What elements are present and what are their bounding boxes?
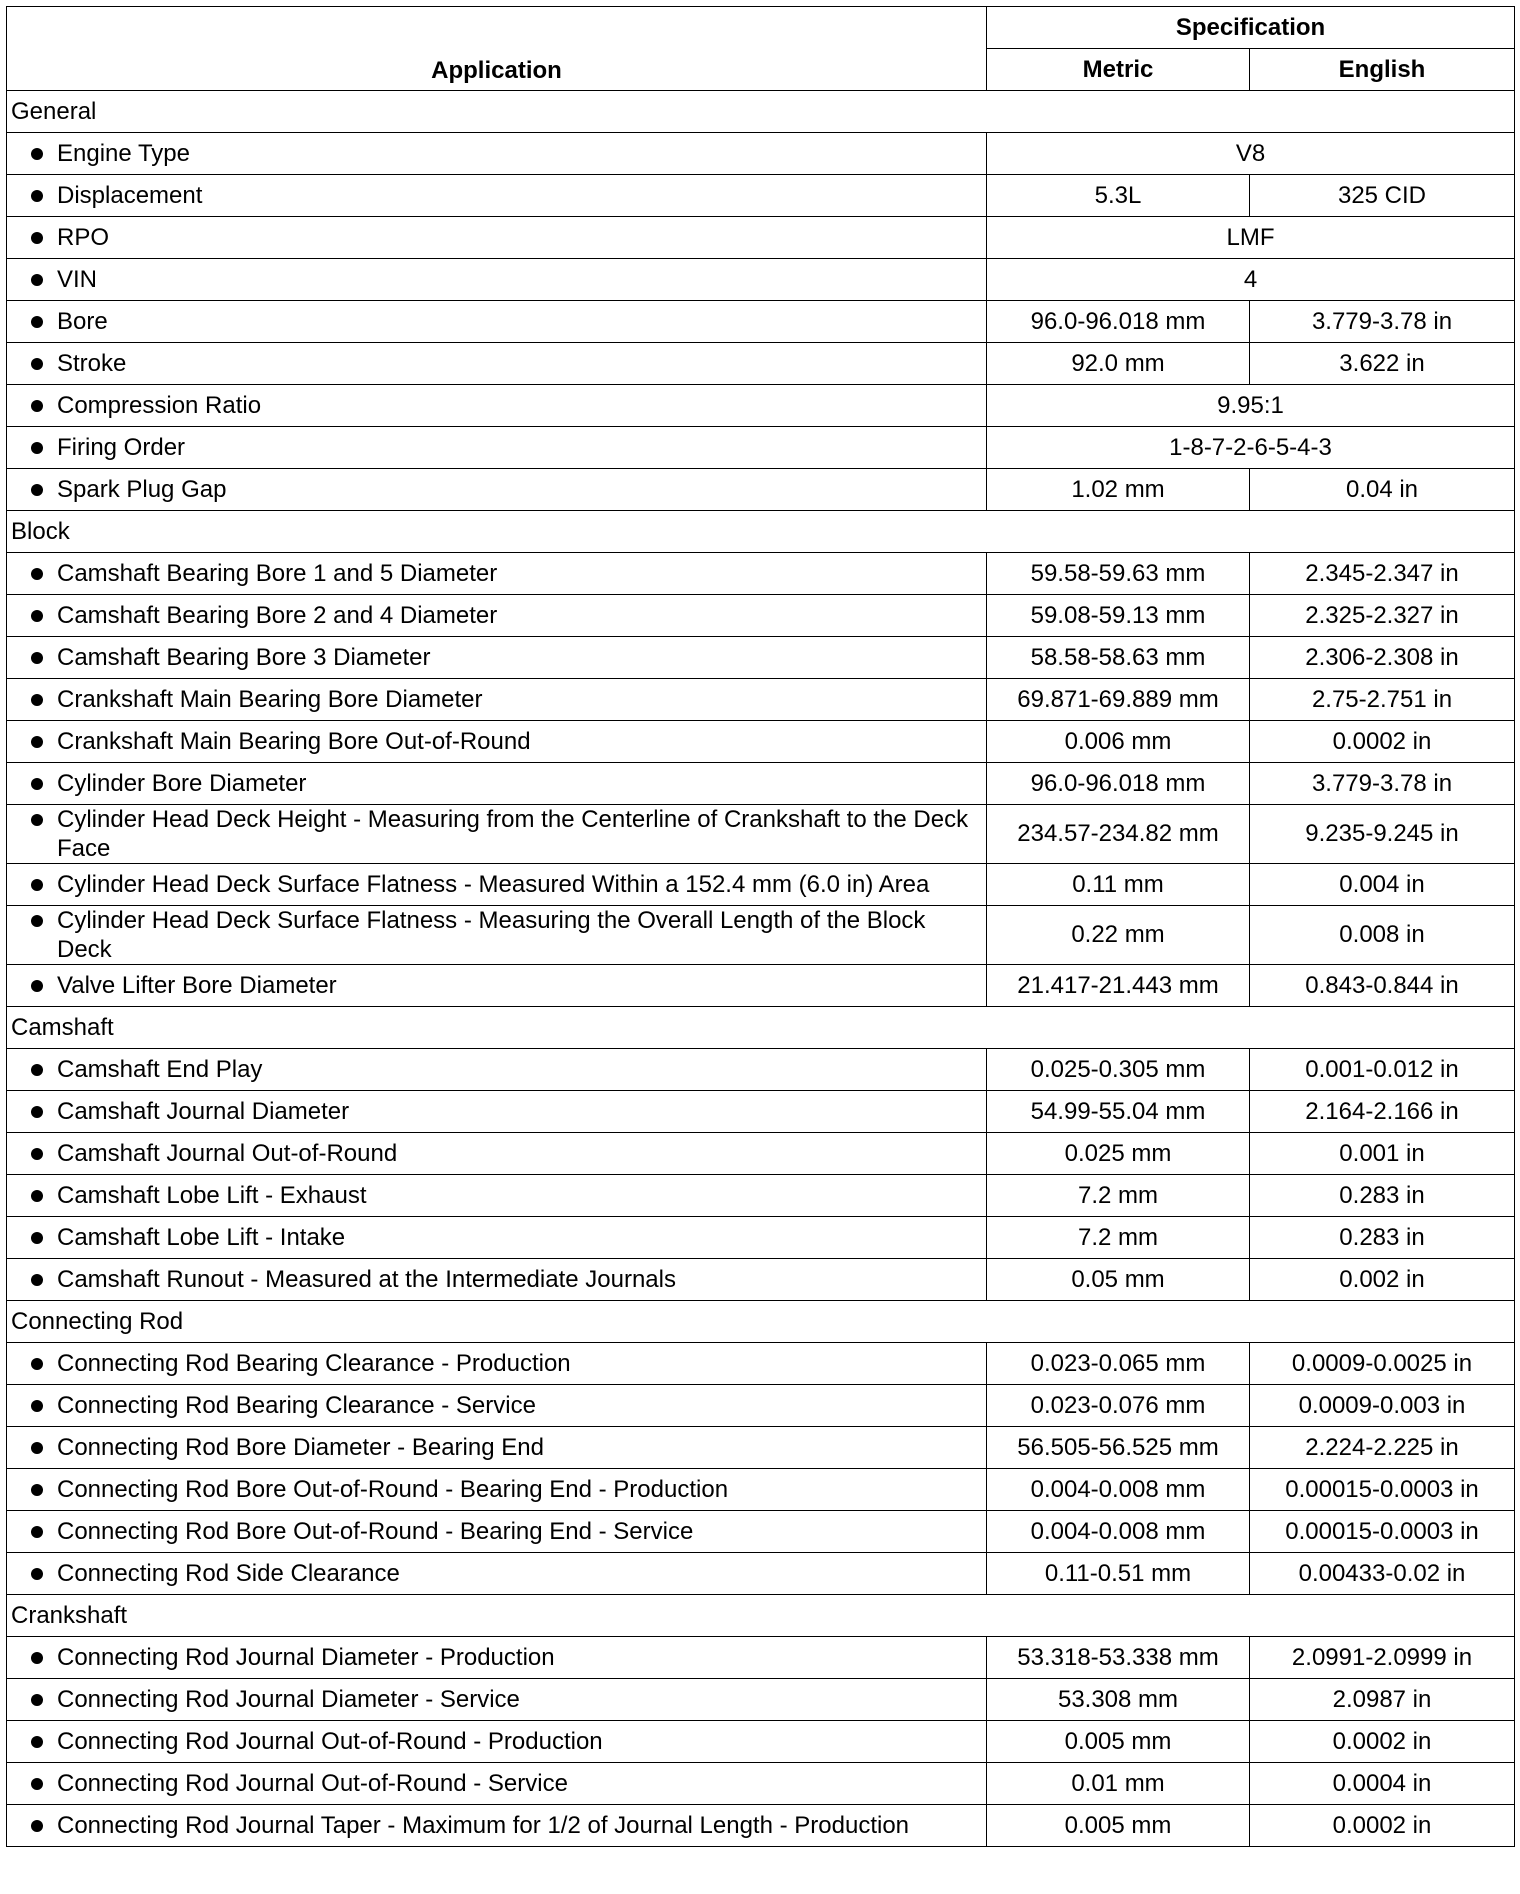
application-cell	[7, 595, 987, 637]
metric-cell: 59.08-59.13 mm	[987, 595, 1250, 637]
specification-column-header: Specification	[987, 7, 1515, 49]
metric-cell: 5.3L	[987, 175, 1250, 217]
application-cell	[7, 553, 987, 595]
section-row	[7, 511, 1515, 553]
bullet-icon	[31, 1064, 43, 1076]
metric-cell: 0.22 mm	[987, 906, 1250, 965]
english-cell: 0.04 in	[1250, 469, 1515, 511]
english-cell: 3.622 in	[1250, 343, 1515, 385]
section-row	[7, 91, 1515, 133]
application-text: Cylinder Bore Diameter	[57, 769, 307, 797]
metric-cell: 0.004-0.008 mm	[987, 1511, 1250, 1553]
metric-cell: 0.025-0.305 mm	[987, 1049, 1250, 1091]
english-cell: 0.843-0.844 in	[1250, 965, 1515, 1007]
table-row	[7, 175, 1515, 217]
application-text: Cylinder Head Deck Height - Measuring from the Centerline of Crankshaft to the Deck Face	[57, 806, 969, 862]
table-row	[7, 133, 1515, 175]
table-row	[7, 343, 1515, 385]
bullet-icon	[31, 1484, 43, 1496]
application-cell	[7, 1469, 987, 1511]
application-cell	[7, 1133, 987, 1175]
table-row	[7, 217, 1515, 259]
application-text: Connecting Rod Journal Diameter - Service	[57, 1685, 520, 1713]
metric-cell: 92.0 mm	[987, 343, 1250, 385]
english-cell: 0.283 in	[1250, 1217, 1515, 1259]
metric-cell: 54.99-55.04 mm	[987, 1091, 1250, 1133]
bullet-icon	[31, 1652, 43, 1664]
bullet-icon	[31, 915, 43, 927]
table-row	[7, 1511, 1515, 1553]
metric-cell: 1.02 mm	[987, 469, 1250, 511]
table-row	[7, 1217, 1515, 1259]
combined-spec-cell: 9.95:1	[987, 385, 1515, 427]
bullet-icon	[31, 442, 43, 454]
application-text: Connecting Rod Bearing Clearance - Service	[57, 1391, 536, 1419]
application-cell	[7, 805, 987, 864]
application-cell	[7, 427, 987, 469]
english-cell: 0.0002 in	[1250, 1721, 1515, 1763]
english-cell: 0.0002 in	[1250, 1805, 1515, 1847]
english-cell: 0.283 in	[1250, 1175, 1515, 1217]
bullet-icon	[31, 1568, 43, 1580]
table-row	[7, 259, 1515, 301]
application-cell	[7, 1805, 987, 1847]
metric-cell: 0.023-0.065 mm	[987, 1343, 1250, 1385]
bullet-icon	[31, 814, 43, 826]
application-cell	[7, 217, 987, 259]
application-text: Camshaft Bearing Bore 1 and 5 Diameter	[57, 559, 498, 587]
english-cell: 0.0009-0.0025 in	[1250, 1343, 1515, 1385]
combined-spec-cell: 1-8-7-2-6-5-4-3	[987, 427, 1515, 469]
section-title: General	[7, 91, 1515, 133]
bullet-icon	[31, 736, 43, 748]
english-column-header: English	[1250, 49, 1515, 91]
bullet-icon	[31, 1232, 43, 1244]
application-text: Camshaft Lobe Lift - Exhaust	[57, 1181, 367, 1209]
bullet-icon	[31, 148, 43, 160]
application-text: Connecting Rod Journal Out-of-Round - Service	[57, 1769, 568, 1797]
table-row	[7, 1427, 1515, 1469]
section-row	[7, 1301, 1515, 1343]
english-cell: 0.002 in	[1250, 1259, 1515, 1301]
bullet-icon	[31, 358, 43, 370]
table-row	[7, 1259, 1515, 1301]
english-cell: 325 CID	[1250, 175, 1515, 217]
table-row	[7, 385, 1515, 427]
english-cell: 3.779-3.78 in	[1250, 301, 1515, 343]
application-text: Camshaft Runout - Measured at the Intermediate Journals	[57, 1265, 676, 1293]
application-cell	[7, 864, 987, 906]
application-cell	[7, 1175, 987, 1217]
english-cell: 0.001 in	[1250, 1133, 1515, 1175]
table-row	[7, 1385, 1515, 1427]
table-row	[7, 1721, 1515, 1763]
table-row	[7, 1343, 1515, 1385]
metric-cell: 0.005 mm	[987, 1721, 1250, 1763]
application-cell	[7, 906, 987, 965]
application-text: Connecting Rod Bore Out-of-Round - Bearing End - Service	[57, 1517, 694, 1545]
english-cell: 2.0991-2.0999 in	[1250, 1637, 1515, 1679]
application-cell	[7, 763, 987, 805]
application-cell	[7, 301, 987, 343]
section-title: Block	[7, 511, 1515, 553]
table-row	[7, 1637, 1515, 1679]
application-cell	[7, 1259, 987, 1301]
application-text: Stroke	[57, 349, 127, 377]
english-cell: 2.345-2.347 in	[1250, 553, 1515, 595]
table-row	[7, 864, 1515, 906]
metric-cell: 0.05 mm	[987, 1259, 1250, 1301]
application-cell	[7, 385, 987, 427]
combined-spec-cell: V8	[987, 133, 1515, 175]
english-cell: 9.235-9.245 in	[1250, 805, 1515, 864]
english-cell: 0.001-0.012 in	[1250, 1049, 1515, 1091]
english-cell: 0.004 in	[1250, 864, 1515, 906]
metric-cell: 7.2 mm	[987, 1217, 1250, 1259]
english-cell: 2.306-2.308 in	[1250, 637, 1515, 679]
table-row	[7, 427, 1515, 469]
section-title: Connecting Rod	[7, 1301, 1515, 1343]
english-cell: 0.00015-0.0003 in	[1250, 1469, 1515, 1511]
table-row	[7, 1469, 1515, 1511]
table-row	[7, 679, 1515, 721]
application-text: Connecting Rod Side Clearance	[57, 1559, 400, 1587]
application-text: Camshaft End Play	[57, 1055, 263, 1083]
metric-cell: 58.58-58.63 mm	[987, 637, 1250, 679]
application-text: Connecting Rod Bearing Clearance - Production	[57, 1349, 571, 1377]
application-cell	[7, 1511, 987, 1553]
bullet-icon	[31, 652, 43, 664]
application-text: Crankshaft Main Bearing Bore Diameter	[57, 685, 483, 713]
metric-cell: 96.0-96.018 mm	[987, 763, 1250, 805]
application-text: Bore	[57, 307, 108, 335]
table-row	[7, 1091, 1515, 1133]
bullet-icon	[31, 879, 43, 891]
application-cell	[7, 469, 987, 511]
application-text: VIN	[57, 265, 98, 293]
metric-column-header: Metric	[987, 49, 1250, 91]
application-cell	[7, 679, 987, 721]
table-row	[7, 1553, 1515, 1595]
metric-cell: 0.11-0.51 mm	[987, 1553, 1250, 1595]
english-cell: 0.00433-0.02 in	[1250, 1553, 1515, 1595]
application-cell	[7, 965, 987, 1007]
application-text: Connecting Rod Journal Taper - Maximum for 1/2 of Journal Length - Production	[57, 1811, 910, 1839]
table-row	[7, 1805, 1515, 1847]
table-header	[7, 7, 1515, 91]
application-text: Valve Lifter Bore Diameter	[57, 971, 337, 999]
metric-cell: 0.01 mm	[987, 1763, 1250, 1805]
bullet-icon	[31, 1358, 43, 1370]
metric-cell: 59.58-59.63 mm	[987, 553, 1250, 595]
application-cell	[7, 1763, 987, 1805]
metric-cell: 53.318-53.338 mm	[987, 1637, 1250, 1679]
table-row	[7, 1133, 1515, 1175]
metric-cell: 0.025 mm	[987, 1133, 1250, 1175]
table-row	[7, 1763, 1515, 1805]
application-text: Connecting Rod Bore Diameter - Bearing End	[57, 1433, 544, 1461]
english-cell: 2.325-2.327 in	[1250, 595, 1515, 637]
bullet-icon	[31, 778, 43, 790]
application-text: RPO	[57, 223, 110, 251]
application-text: Cylinder Head Deck Surface Flatness - Measured Within a 152.4 mm (6.0 in) Area	[57, 870, 930, 898]
section-title: Crankshaft	[7, 1595, 1515, 1637]
metric-cell: 53.308 mm	[987, 1679, 1250, 1721]
bullet-icon	[31, 1274, 43, 1286]
application-cell	[7, 175, 987, 217]
metric-cell: 69.871-69.889 mm	[987, 679, 1250, 721]
table-row	[7, 595, 1515, 637]
english-cell: 2.164-2.166 in	[1250, 1091, 1515, 1133]
metric-cell: 0.023-0.076 mm	[987, 1385, 1250, 1427]
bullet-icon	[31, 316, 43, 328]
metric-cell: 0.11 mm	[987, 864, 1250, 906]
table-row	[7, 301, 1515, 343]
english-cell: 0.00015-0.0003 in	[1250, 1511, 1515, 1553]
bullet-icon	[31, 1148, 43, 1160]
application-cell	[7, 721, 987, 763]
english-cell: 2.75-2.751 in	[1250, 679, 1515, 721]
table-row	[7, 763, 1515, 805]
application-text: Connecting Rod Journal Out-of-Round - Production	[57, 1727, 603, 1755]
bullet-icon	[31, 400, 43, 412]
application-text: Camshaft Bearing Bore 3 Diameter	[57, 643, 431, 671]
bullet-icon	[31, 1442, 43, 1454]
section-title: Camshaft	[7, 1007, 1515, 1049]
application-cell	[7, 1721, 987, 1763]
application-text: Connecting Rod Bore Out-of-Round - Bearing End - Production	[57, 1475, 729, 1503]
specification-table	[6, 6, 1515, 1847]
bullet-icon	[31, 274, 43, 286]
application-text: Engine Type	[57, 139, 190, 167]
section-row	[7, 1595, 1515, 1637]
combined-spec-cell: LMF	[987, 217, 1515, 259]
bullet-icon	[31, 1694, 43, 1706]
metric-cell: 234.57-234.82 mm	[987, 805, 1250, 864]
table-row	[7, 637, 1515, 679]
application-cell	[7, 1049, 987, 1091]
bullet-icon	[31, 568, 43, 580]
application-cell	[7, 1637, 987, 1679]
application-text: Firing Order	[57, 433, 186, 461]
english-cell: 2.0987 in	[1250, 1679, 1515, 1721]
application-cell	[7, 1385, 987, 1427]
english-cell: 0.0009-0.003 in	[1250, 1385, 1515, 1427]
application-text: Camshaft Bearing Bore 2 and 4 Diameter	[57, 601, 498, 629]
table-row	[7, 469, 1515, 511]
bullet-icon	[31, 1400, 43, 1412]
application-text: Crankshaft Main Bearing Bore Out-of-Round	[57, 727, 531, 755]
english-cell: 0.008 in	[1250, 906, 1515, 965]
table-row	[7, 965, 1515, 1007]
table-row	[7, 1049, 1515, 1091]
table-row	[7, 721, 1515, 763]
application-cell	[7, 1679, 987, 1721]
bullet-icon	[31, 1736, 43, 1748]
metric-cell: 56.505-56.525 mm	[987, 1427, 1250, 1469]
application-cell	[7, 1427, 987, 1469]
english-cell: 3.779-3.78 in	[1250, 763, 1515, 805]
bullet-icon	[31, 1778, 43, 1790]
bullet-icon	[31, 980, 43, 992]
section-row	[7, 1007, 1515, 1049]
application-cell	[7, 1217, 987, 1259]
metric-cell: 96.0-96.018 mm	[987, 301, 1250, 343]
combined-spec-cell: 4	[987, 259, 1515, 301]
table-row	[7, 1679, 1515, 1721]
table-row	[7, 553, 1515, 595]
application-cell	[7, 1343, 987, 1385]
application-text: Spark Plug Gap	[57, 475, 227, 503]
metric-cell: 0.004-0.008 mm	[987, 1469, 1250, 1511]
application-text: Cylinder Head Deck Surface Flatness - Measuring the Overall Length of the Block Deck	[57, 907, 926, 963]
metric-cell: 0.006 mm	[987, 721, 1250, 763]
table-body	[7, 91, 1515, 1847]
english-cell: 0.0004 in	[1250, 1763, 1515, 1805]
table-row	[7, 1175, 1515, 1217]
bullet-icon	[31, 1190, 43, 1202]
bullet-icon	[31, 610, 43, 622]
bullet-icon	[31, 484, 43, 496]
bullet-icon	[31, 1106, 43, 1118]
application-cell	[7, 259, 987, 301]
application-cell	[7, 133, 987, 175]
table-row	[7, 906, 1515, 965]
application-text: Camshaft Journal Diameter	[57, 1097, 350, 1125]
metric-cell: 7.2 mm	[987, 1175, 1250, 1217]
application-column-header: Application	[7, 7, 987, 91]
metric-cell: 0.005 mm	[987, 1805, 1250, 1847]
application-text: Connecting Rod Journal Diameter - Production	[57, 1643, 555, 1671]
bullet-icon	[31, 232, 43, 244]
bullet-icon	[31, 1820, 43, 1832]
application-text: Camshaft Lobe Lift - Intake	[57, 1223, 346, 1251]
application-cell	[7, 343, 987, 385]
bullet-icon	[31, 1526, 43, 1538]
application-cell	[7, 1091, 987, 1133]
english-cell: 0.0002 in	[1250, 721, 1515, 763]
bullet-icon	[31, 190, 43, 202]
application-text: Camshaft Journal Out-of-Round	[57, 1139, 398, 1167]
application-text: Displacement	[57, 181, 203, 209]
english-cell: 2.224-2.225 in	[1250, 1427, 1515, 1469]
bullet-icon	[31, 694, 43, 706]
application-text: Compression Ratio	[57, 391, 262, 419]
table-row	[7, 805, 1515, 864]
application-cell	[7, 637, 987, 679]
metric-cell: 21.417-21.443 mm	[987, 965, 1250, 1007]
application-cell	[7, 1553, 987, 1595]
